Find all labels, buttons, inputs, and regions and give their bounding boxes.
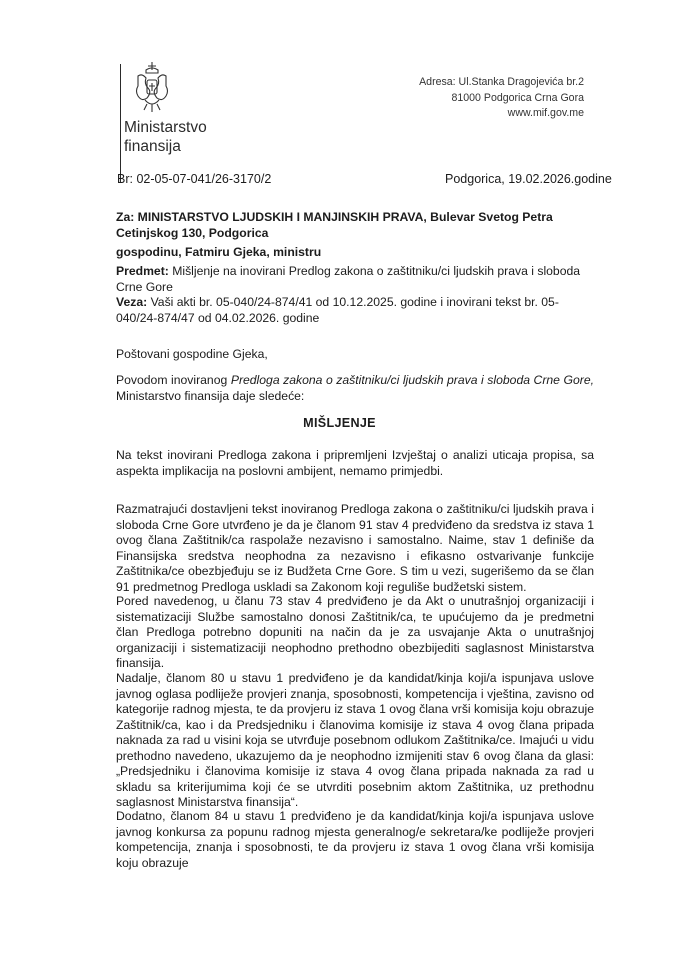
intro-law-title: Predloga zakona o zaštitniku/ci ljudskih prava i sloboda Crne Gore,: [230, 373, 594, 387]
ministry-name: [124, 118, 207, 156]
intro-paragraph: [116, 373, 594, 404]
address-city: 81000 Podgorica Crna Gora: [451, 91, 584, 104]
coat-of-arms-emblem: [133, 60, 171, 116]
header-divider: [120, 64, 121, 182]
paragraph-4: Nadalje, članom 80 u stavu 1 predviđeno je da kandidat/kinja koji/a ispunjava uslove javnog oglasa podliježe provjeri znanja, sposobnosti, kompetencija i vještina, zavisno od kategorije radnog mjesta, te da provjeru iz stava 1 ovog člana vrši komisija koju obrazuje Zaštitnik/ca, kao i da Predsjedniku i članovima komisije iz stava 4 ovog člana pripada naknada za rad u visini koja se utvrđuje posebnom odlukom Zaštitnika/ce. Imajući u vidu prethodno navedeno, ukazujemo da je neophodno izmijeniti stav 6 ovog člana da glasi: „Predsjedniku i članovima komisije iz stava 4 ovog člana pripada naknada za rad u skladu sa kriterijumima koji će se utvrditi posebnim aktom Zaštitnika, uz prethodnu saglasnost Ministarstva finansija“.: [116, 671, 594, 809]
za-label: Za:: [116, 210, 135, 224]
reference-number: Br: 02-05-07-041/26-3170/2: [117, 172, 272, 186]
intro-post: Ministarstvo finansija daje sledeće:: [116, 388, 305, 403]
ministry-line-2: finansija: [124, 138, 181, 155]
paragraph-3: Pored navedenog, u članu 73 stav 4 predviđeno je da Akt o unutrašnjoj organizaciji i sistematizaciji Službe samostalno donosi Zaštitnik/ca, te upućujemo da je predmetni član Predloga potrebno dopuniti na način da je za usvajanje Akta o unutrašnjoj organizaciji i sistematizaciji neophodno prethodno obezbijediti saglasnost Ministarstva finansija.: [116, 594, 594, 670]
ministry-line-1: Ministarstvo: [124, 119, 207, 136]
recipient-line: [116, 210, 594, 241]
intro-pre: Povodom inoviranog: [116, 373, 231, 387]
address-block: [419, 75, 584, 122]
veza-label: Veza:: [116, 295, 148, 309]
paragraph-1: Na tekst inovirani Predloga zakona i pripremljeni Izvještaj o analizi uticaja propisa, sa aspekta implikacija na poslovni ambijent, nemamo primjedbi.: [116, 448, 594, 478]
addressee: gospodinu, Fatmiru Gjeka, ministru: [116, 245, 322, 259]
reference-line: [116, 295, 594, 326]
paragraph-2: Razmatrajući dostavljeni tekst inoviranog Predloga zakona o zaštitniku/ci ljudskih prava i sloboda Crne Gore utvrđeno je da je članom 91 stav 4 predviđeno da sredstva iz stava 1 ovog člana Zaštitnik/ca raspolaže nezavisno i samostalno. Naime, stav 1 definiše da Finansijska sredstva neophodna za nezavisno i efikasno ostvarivanje funkcije Zaštitnika/ce obezbjeđuju se iz Budžeta Crne Gore. S tim u vezi, sugerišemo da se član 91 predmetnog Predloga uskladi sa Zakonom koji reguliše budžetski sistem.: [116, 502, 594, 594]
document-date: Podgorica, 19.02.2026.godine: [445, 172, 612, 186]
opinion-title: MIŠLJENJE: [303, 416, 376, 430]
za-text: MINISTARSTVO LJUDSKIH I MANJINSKIH PRAVA, Bulevar Svetog Petra Cetinjskog 130, Podgorica: [116, 210, 553, 240]
predmet-text: Mišljenje na inovirani Predlog zakona o zaštitniku/ci ljudskih prava i sloboda Crne Gore: [116, 264, 581, 294]
subject-line: [116, 264, 594, 295]
address-street: Adresa: Ul.Stanka Dragojevića br.2: [419, 76, 584, 88]
salutation: Poštovani gospodine Gjeka,: [116, 347, 268, 361]
paragraph-5: Dodatno, članom 84 u stavu 1 predviđeno je da kandidat/kinja koji/a ispunjava uslove javnog konkursa za popunu radnog mjesta generalnog/e sekretara/ke podliježe provjeri kompetencija, znanja i sposobnosti, te da provjeru iz stava 1 ovog člana vrši komisija koju obrazuje: [116, 809, 594, 870]
website-link[interactable]: www.mif.gov.me: [507, 107, 584, 119]
predmet-label: Predmet:: [116, 264, 169, 278]
veza-text: Vaši akti br. 05-040/24-874/41 od 10.12.2025. godine i inovirani tekst br. 05-040/24-874/47 od 04.02.2026. godine: [116, 295, 559, 325]
